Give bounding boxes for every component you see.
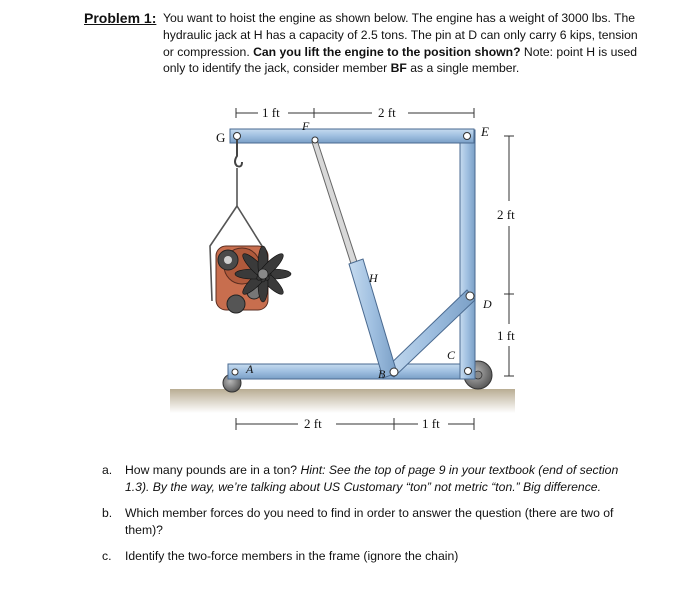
dim-top-left: 1 ft: [262, 105, 280, 120]
point-label-f: F: [302, 119, 310, 133]
dim-bottom-left: 2 ft: [304, 416, 322, 431]
point-label-e: E: [481, 124, 489, 139]
question-text: How many pounds are in a ton?: [125, 463, 301, 477]
point-label-b: B: [378, 367, 386, 381]
jack-rod: [312, 140, 359, 270]
engine-fan: [235, 246, 291, 302]
questions-list: [102, 462, 622, 575]
engine-hoist-figure: [150, 96, 530, 446]
base-member-ac: [228, 364, 468, 379]
point-label-c: C: [447, 348, 456, 362]
question-letter: c.: [102, 549, 112, 564]
problem-text-2: Note: point H is used only to identify the jack, consider member: [163, 44, 638, 76]
upright-member-ce: [460, 130, 475, 379]
question-letter: b.: [102, 506, 113, 521]
point-label-h: H: [369, 271, 378, 285]
hook: [235, 140, 242, 167]
question-text: Which member forces do you need to find in order to answer the question (there are two of them)?: [125, 506, 614, 537]
dim-bottom-right: 1 ft: [422, 416, 440, 431]
question-text: Identify the two-force members in the frame (ignore the chain): [125, 549, 459, 564]
problem-text-3: as a single member.: [406, 61, 520, 76]
floor: [170, 389, 515, 413]
question-letter: a.: [102, 463, 113, 477]
dim-top-right: 2 ft: [378, 105, 396, 120]
question-b: [102, 505, 622, 538]
dim-right-lower: 1 ft: [497, 328, 515, 343]
problem-body: [163, 10, 644, 77]
engine: [216, 246, 291, 313]
problem-text-1: You want to hoist the engine as shown below. The engine has a weight of 3000 lbs. The hydraulic jack at H has a capacity of 2.5 tons. The pin at D can only carry 6 kips, tension or compression.: [163, 11, 638, 59]
point-label-a: A: [246, 362, 254, 376]
boom-member-ge: [230, 129, 474, 143]
question-hint: Hint: See the top of page 9 in your textbook (end of section 1.3). By the way, we’re talking about US Customary “ton” not metric “ton.” Big difference.: [125, 463, 619, 494]
point-label-d: D: [483, 297, 492, 311]
question-a: [102, 462, 622, 495]
problem-statement: [84, 10, 644, 77]
problem-question-bold: Can you lift the engine to the position shown?: [253, 44, 521, 59]
point-label-g: G: [216, 130, 226, 145]
problem-member-bf: BF: [390, 61, 407, 76]
dim-right-upper: 2 ft: [497, 207, 515, 222]
question-c: [102, 548, 622, 565]
problem-label: Problem 1:: [84, 10, 157, 26]
